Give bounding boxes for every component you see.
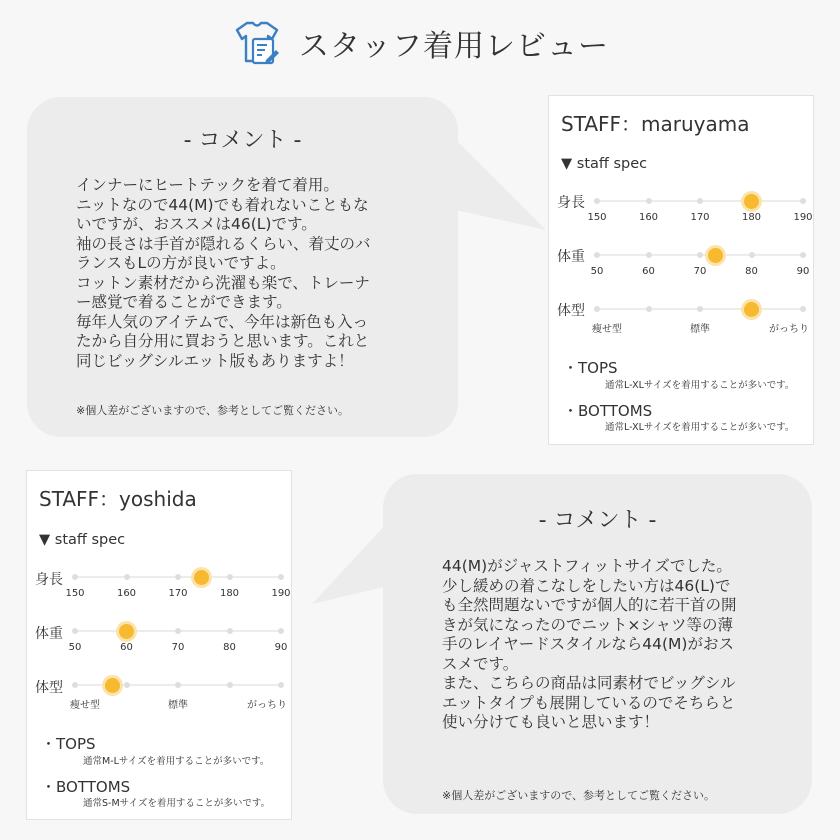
weight-tick: 80 bbox=[745, 266, 758, 277]
build-dot bbox=[594, 306, 600, 312]
staff-name: STAFF：yoshida bbox=[39, 487, 197, 511]
weight-tick: 60 bbox=[642, 266, 655, 277]
height-tick: 180 bbox=[741, 212, 762, 223]
weight-dot bbox=[72, 628, 78, 634]
height-dot bbox=[278, 574, 284, 580]
build-label: 体型 bbox=[35, 680, 63, 696]
tops-note: 通常M-Lサイズを着用することが多いです。 bbox=[83, 756, 270, 767]
height-tick: 150 bbox=[587, 212, 607, 223]
spec-heading: ▼ staff spec bbox=[561, 156, 648, 172]
weight-dot bbox=[800, 252, 806, 258]
height-tick: 190 bbox=[793, 212, 813, 223]
build-tick: がっちり bbox=[769, 324, 809, 335]
weight-label: 体重 bbox=[557, 249, 585, 265]
weight-dot bbox=[227, 628, 233, 634]
build-dot bbox=[175, 682, 181, 688]
height-dot bbox=[697, 198, 703, 204]
tops-note: 通常L-XLサイズを着用することが多いです。 bbox=[605, 380, 795, 391]
weight-tick: 50 bbox=[68, 642, 82, 653]
comment-heading: - コメント - bbox=[183, 128, 302, 153]
build-dot bbox=[646, 306, 652, 312]
comment-note: ※個人差がございますので、参考としてご覧ください。 bbox=[442, 789, 715, 802]
build-dot bbox=[800, 306, 806, 312]
height-tick: 160 bbox=[638, 212, 659, 223]
weight-tick: 70 bbox=[171, 642, 185, 653]
weight-tick: 90 bbox=[274, 642, 288, 653]
weight-dot bbox=[749, 252, 755, 258]
page-title: スタッフ着用レビュー bbox=[299, 29, 609, 64]
weight-dot bbox=[594, 252, 600, 258]
build-dot bbox=[124, 682, 130, 688]
build-dot bbox=[227, 682, 233, 688]
height-label: 身長 bbox=[557, 195, 585, 211]
bubble-tail bbox=[456, 140, 550, 240]
weight-dot bbox=[175, 628, 181, 634]
weight-tick: 70 bbox=[693, 266, 707, 277]
bubble-tail bbox=[312, 522, 388, 606]
weight-tick: 80 bbox=[223, 642, 236, 653]
height-dot bbox=[646, 198, 652, 204]
height-dot bbox=[594, 198, 600, 204]
bottoms-note: 通常L-XLサイズを着用することが多いです。 bbox=[605, 422, 795, 433]
height-tick: 170 bbox=[168, 588, 188, 599]
staff-card bbox=[548, 95, 814, 445]
height-label: 身長 bbox=[35, 572, 63, 588]
comment-text: 44(M)がジャストフィットサイズでした。 少し緩めの着こなしをしたい方は46(L)で も全然問題ないですが個人的に若干首の開 きが気になったのでニット×シャツ等の薄 手のレイヤードスタイルなら44(M)がおス スメです。 また、こちらの商品は同素材でビッグシル エットタイプも展開しているのでそちらと 使い分けても良いと思います！ bbox=[442, 557, 737, 731]
build-tick: 標準 bbox=[690, 324, 710, 335]
bottoms-note: 通常S-Mサイズを着用することが多いです。 bbox=[83, 798, 271, 809]
build-tick: 痩せ型 bbox=[70, 700, 100, 711]
build-indicator bbox=[105, 678, 120, 693]
build-dot bbox=[72, 682, 78, 688]
weight-dot bbox=[278, 628, 284, 634]
build-indicator bbox=[744, 302, 759, 317]
build-tick: がっちり bbox=[247, 700, 287, 711]
build-dot bbox=[697, 306, 703, 312]
weight-tick: 90 bbox=[796, 266, 810, 277]
height-dot bbox=[227, 574, 233, 580]
build-tick: 痩せ型 bbox=[592, 324, 622, 335]
tshirt-edit-icon bbox=[231, 17, 283, 69]
weight-indicator bbox=[119, 624, 134, 639]
build-label: 体型 bbox=[557, 303, 585, 319]
tops-label: ・TOPS bbox=[41, 735, 96, 753]
weight-indicator bbox=[708, 248, 723, 263]
height-tick: 180 bbox=[219, 588, 240, 599]
comment-bubble bbox=[383, 474, 812, 814]
height-dot bbox=[124, 574, 130, 580]
height-tick: 150 bbox=[65, 588, 85, 599]
staff-card bbox=[26, 470, 292, 820]
tops-label: ・TOPS bbox=[563, 359, 618, 377]
height-tick: 190 bbox=[271, 588, 291, 599]
bottoms-label: ・BOTTOMS bbox=[41, 778, 131, 796]
build-tick: 標準 bbox=[168, 700, 188, 711]
weight-dot bbox=[697, 252, 703, 258]
spec-heading: ▼ staff spec bbox=[39, 532, 126, 548]
build-dot bbox=[278, 682, 284, 688]
comment-bubble bbox=[27, 97, 458, 437]
height-dot bbox=[175, 574, 181, 580]
height-tick: 170 bbox=[690, 212, 710, 223]
height-dot bbox=[800, 198, 806, 204]
weight-tick: 50 bbox=[590, 266, 604, 277]
page-header bbox=[0, 18, 840, 68]
weight-dot bbox=[646, 252, 652, 258]
comment-note: ※個人差がございますので、参考としてご覧ください。 bbox=[76, 404, 349, 417]
height-dot bbox=[72, 574, 78, 580]
weight-tick: 60 bbox=[120, 642, 133, 653]
bottoms-label: ・BOTTOMS bbox=[563, 402, 653, 420]
weight-label: 体重 bbox=[35, 626, 63, 642]
height-indicator bbox=[744, 194, 759, 209]
height-indicator bbox=[194, 570, 209, 585]
comment-heading: - コメント - bbox=[538, 508, 657, 533]
staff-name: STAFF：maruyama bbox=[561, 112, 750, 136]
comment-text: インナーにヒートテックを着て着用。 ニットなので44(M)でも着れないこともな いですが、おススメは46(L)です。 袖の長さは手首が隠れるくらい、着丈のバ ランスもLの方が良いですよ。 コットン素材だから洗濯も楽で、トレーナ ー感覚で着ることができます。 毎年人気のアイテムで、今年は新色も入っ たから自分用に買おうと思います。これと 同じビッグシルエット版もありますよ！ bbox=[76, 176, 371, 370]
height-tick: 160 bbox=[116, 588, 137, 599]
